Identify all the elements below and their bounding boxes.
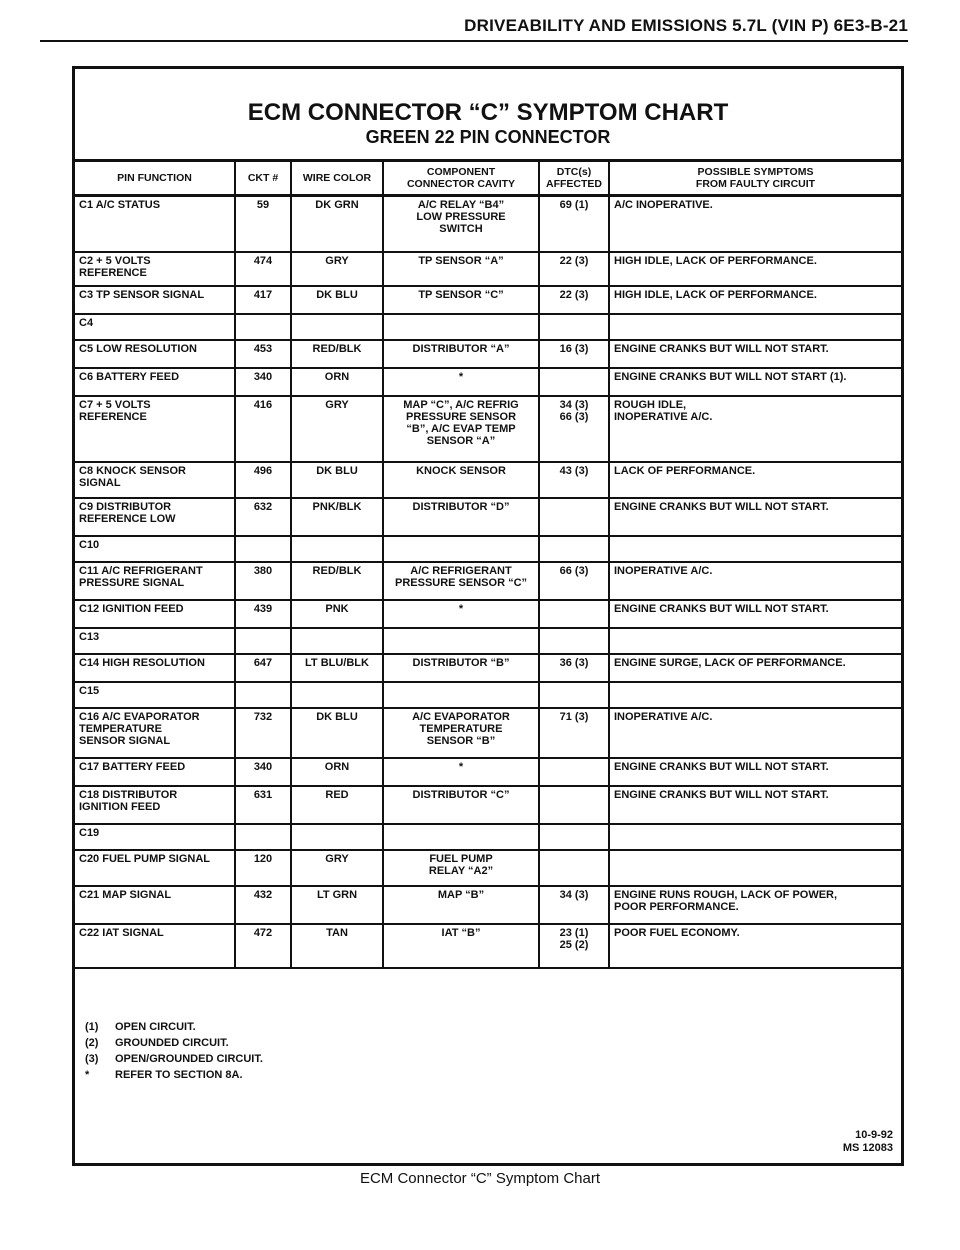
page-header: DRIVEABILITY AND EMISSIONS 5.7L (VIN P) 6E3-B-21 — [464, 16, 908, 35]
cell-dtc: 34 (3) — [539, 886, 609, 924]
cell-pin-function: C22 IAT SIGNAL — [75, 924, 235, 968]
table-row — [75, 368, 901, 396]
cell-component: A/C RELAY “B4” LOW PRESSURE SWITCH — [383, 196, 539, 252]
cell-wire-color: ORN — [291, 758, 383, 786]
table-row — [75, 498, 901, 536]
col-header-symptoms: POSSIBLE SYMPTOMS FROM FAULTY CIRCUIT — [609, 161, 901, 196]
cell-component — [383, 682, 539, 708]
table-header-row — [75, 161, 901, 196]
cell-pin-function: C4 — [75, 314, 235, 340]
table-row — [75, 600, 901, 628]
cell-pin-function: C18 DISTRIBUTOR IGNITION FEED — [75, 786, 235, 824]
chart-subtitle: GREEN 22 PIN CONNECTOR — [365, 127, 611, 147]
cell-pin-function: C5 LOW RESOLUTION — [75, 340, 235, 368]
cell-symptoms: ENGINE CRANKS BUT WILL NOT START (1). — [609, 368, 901, 396]
table-row — [75, 252, 901, 286]
table-row — [75, 628, 901, 654]
cell-component: MAP “B” — [383, 886, 539, 924]
cell-dtc: 16 (3) — [539, 340, 609, 368]
cell-pin-function: C20 FUEL PUMP SIGNAL — [75, 850, 235, 886]
cell-wire-color: RED — [291, 786, 383, 824]
cell-symptoms: INOPERATIVE A/C. — [609, 708, 901, 758]
cell-ckt: 474 — [235, 252, 291, 286]
cell-ckt — [235, 314, 291, 340]
cell-pin-function: C6 BATTERY FEED — [75, 368, 235, 396]
cell-component — [383, 628, 539, 654]
cell-wire-color: LT BLU/BLK — [291, 654, 383, 682]
cell-component: DISTRIBUTOR “B” — [383, 654, 539, 682]
cell-dtc: 36 (3) — [539, 654, 609, 682]
cell-pin-function: C17 BATTERY FEED — [75, 758, 235, 786]
cell-ckt: 631 — [235, 786, 291, 824]
cell-symptoms — [609, 628, 901, 654]
table-row — [75, 340, 901, 368]
cell-pin-function: C3 TP SENSOR SIGNAL — [75, 286, 235, 314]
cell-component: * — [383, 758, 539, 786]
cell-ckt — [235, 536, 291, 562]
figure-caption: ECM Connector “C” Symptom Chart — [359, 1170, 601, 1187]
cell-symptoms: INOPERATIVE A/C. — [609, 562, 901, 600]
table-row — [75, 654, 901, 682]
cell-wire-color: GRY — [291, 252, 383, 286]
cell-ckt: 496 — [235, 462, 291, 498]
cell-ckt — [235, 824, 291, 850]
cell-symptoms: ENGINE CRANKS BUT WILL NOT START. — [609, 786, 901, 824]
cell-component: IAT “B” — [383, 924, 539, 968]
col-header-dtc: DTC(s) AFFECTED — [539, 161, 609, 196]
col-header-ckt: CKT # — [235, 161, 291, 196]
cell-ckt: 632 — [235, 498, 291, 536]
cell-component — [383, 824, 539, 850]
cell-pin-function: C19 — [75, 824, 235, 850]
cell-component: A/C EVAPORATOR TEMPERATURE SENSOR “B” — [383, 708, 539, 758]
cell-dtc — [539, 758, 609, 786]
cell-dtc: 22 (3) — [539, 252, 609, 286]
cell-dtc — [539, 498, 609, 536]
cell-symptoms — [609, 536, 901, 562]
cell-ckt — [235, 628, 291, 654]
table-row — [75, 396, 901, 462]
cell-wire-color: ORN — [291, 368, 383, 396]
cell-component: DISTRIBUTOR “C” — [383, 786, 539, 824]
document-code: MS 12083 — [842, 1142, 893, 1154]
footnote — [85, 1037, 263, 1053]
cell-wire-color — [291, 628, 383, 654]
cell-dtc: 43 (3) — [539, 462, 609, 498]
cell-ckt: 59 — [235, 196, 291, 252]
cell-pin-function: C8 KNOCK SENSOR SIGNAL — [75, 462, 235, 498]
cell-dtc: 71 (3) — [539, 708, 609, 758]
cell-wire-color: RED/BLK — [291, 562, 383, 600]
cell-dtc — [539, 850, 609, 886]
cell-pin-function: C2 + 5 VOLTS REFERENCE — [75, 252, 235, 286]
cell-symptoms: ROUGH IDLE, INOPERATIVE A/C. — [609, 396, 901, 462]
cell-wire-color — [291, 682, 383, 708]
cell-component: * — [383, 600, 539, 628]
cell-component: FUEL PUMP RELAY “A2” — [383, 850, 539, 886]
cell-pin-function: C13 — [75, 628, 235, 654]
cell-dtc: 23 (1) 25 (2) — [539, 924, 609, 968]
table-row — [75, 886, 901, 924]
cell-ckt: 453 — [235, 340, 291, 368]
footnote-text: OPEN/GROUNDED CIRCUIT. — [115, 1053, 263, 1065]
cell-symptoms: ENGINE CRANKS BUT WILL NOT START. — [609, 498, 901, 536]
footnote-mark: (3) — [85, 1053, 99, 1065]
table-row — [75, 196, 901, 252]
cell-component — [383, 314, 539, 340]
cell-dtc — [539, 682, 609, 708]
cell-symptoms: HIGH IDLE, LACK OF PERFORMANCE. — [609, 286, 901, 314]
col-header-pin-function: PIN FUNCTION — [75, 161, 235, 196]
cell-component — [383, 536, 539, 562]
chart-frame — [72, 66, 904, 1166]
footnote-text: GROUNDED CIRCUIT. — [115, 1037, 229, 1049]
cell-dtc: 69 (1) — [539, 196, 609, 252]
cell-dtc — [539, 314, 609, 340]
document-id — [843, 1129, 893, 1155]
cell-wire-color: DK BLU — [291, 286, 383, 314]
cell-dtc — [539, 628, 609, 654]
col-header-component: COMPONENT CONNECTOR CAVITY — [383, 161, 539, 196]
cell-wire-color: GRY — [291, 396, 383, 462]
cell-component: DISTRIBUTOR “D” — [383, 498, 539, 536]
footnote — [85, 1053, 263, 1069]
cell-pin-function: C16 A/C EVAPORATOR TEMPERATURE SENSOR SIGNAL — [75, 708, 235, 758]
cell-dtc — [539, 824, 609, 850]
cell-wire-color: TAN — [291, 924, 383, 968]
cell-ckt: 647 — [235, 654, 291, 682]
cell-dtc: 34 (3) 66 (3) — [539, 396, 609, 462]
cell-symptoms: ENGINE CRANKS BUT WILL NOT START. — [609, 340, 901, 368]
cell-ckt: 432 — [235, 886, 291, 924]
footnote-mark: (1) — [85, 1021, 99, 1033]
cell-ckt: 439 — [235, 600, 291, 628]
cell-ckt: 340 — [235, 368, 291, 396]
cell-component: TP SENSOR “C” — [383, 286, 539, 314]
cell-ckt: 732 — [235, 708, 291, 758]
cell-pin-function: C21 MAP SIGNAL — [75, 886, 235, 924]
col-header-wire-color: WIRE COLOR — [291, 161, 383, 196]
cell-dtc: 22 (3) — [539, 286, 609, 314]
cell-symptoms: A/C INOPERATIVE. — [609, 196, 901, 252]
cell-component: KNOCK SENSOR — [383, 462, 539, 498]
cell-component: MAP “C”, A/C REFRIG PRESSURE SENSOR “B”, A/C EVAP TEMP SENSOR “A” — [383, 396, 539, 462]
cell-symptoms — [609, 314, 901, 340]
table-row — [75, 536, 901, 562]
cell-ckt — [235, 682, 291, 708]
footnotes — [85, 1021, 263, 1085]
cell-symptoms: ENGINE SURGE, LACK OF PERFORMANCE. — [609, 654, 901, 682]
cell-symptoms: HIGH IDLE, LACK OF PERFORMANCE. — [609, 252, 901, 286]
cell-pin-function: C14 HIGH RESOLUTION — [75, 654, 235, 682]
cell-ckt: 120 — [235, 850, 291, 886]
cell-dtc — [539, 536, 609, 562]
cell-symptoms: ENGINE CRANKS BUT WILL NOT START. — [609, 758, 901, 786]
table-row — [75, 708, 901, 758]
cell-wire-color: DK BLU — [291, 462, 383, 498]
footnote-mark: * — [85, 1069, 90, 1081]
cell-component: A/C REFRIGERANT PRESSURE SENSOR “C” — [383, 562, 539, 600]
cell-pin-function: C10 — [75, 536, 235, 562]
table-row — [75, 824, 901, 850]
footnote-text: OPEN CIRCUIT. — [115, 1021, 196, 1033]
chart-title: ECM CONNECTOR “C” SYMPTOM CHART — [247, 99, 729, 126]
cell-pin-function: C7 + 5 VOLTS REFERENCE — [75, 396, 235, 462]
cell-symptoms — [609, 824, 901, 850]
table-row — [75, 562, 901, 600]
cell-pin-function: C9 DISTRIBUTOR REFERENCE LOW — [75, 498, 235, 536]
cell-ckt: 417 — [235, 286, 291, 314]
cell-symptoms: ENGINE CRANKS BUT WILL NOT START. — [609, 600, 901, 628]
cell-pin-function: C15 — [75, 682, 235, 708]
cell-dtc: 66 (3) — [539, 562, 609, 600]
cell-ckt: 380 — [235, 562, 291, 600]
document-date: 10-9-92 — [855, 1129, 893, 1141]
cell-wire-color: GRY — [291, 850, 383, 886]
cell-wire-color — [291, 536, 383, 562]
cell-symptoms — [609, 850, 901, 886]
cell-ckt: 472 — [235, 924, 291, 968]
cell-wire-color: DK GRN — [291, 196, 383, 252]
cell-pin-function: C11 A/C REFRIGERANT PRESSURE SIGNAL — [75, 562, 235, 600]
cell-wire-color: RED/BLK — [291, 340, 383, 368]
cell-symptoms: ENGINE RUNS ROUGH, LACK OF POWER, POOR PERFORMANCE. — [609, 886, 901, 924]
cell-pin-function: C1 A/C STATUS — [75, 196, 235, 252]
cell-symptoms: LACK OF PERFORMANCE. — [609, 462, 901, 498]
symptom-table — [75, 159, 901, 969]
cell-wire-color: LT GRN — [291, 886, 383, 924]
cell-wire-color — [291, 314, 383, 340]
cell-dtc — [539, 368, 609, 396]
cell-dtc — [539, 600, 609, 628]
cell-ckt: 340 — [235, 758, 291, 786]
header-rule — [40, 40, 908, 42]
cell-pin-function: C12 IGNITION FEED — [75, 600, 235, 628]
cell-component: TP SENSOR “A” — [383, 252, 539, 286]
table-row — [75, 462, 901, 498]
footnote — [85, 1069, 263, 1085]
table-row — [75, 924, 901, 968]
table-row — [75, 286, 901, 314]
cell-wire-color: PNK/BLK — [291, 498, 383, 536]
cell-wire-color: PNK — [291, 600, 383, 628]
cell-symptoms: POOR FUEL ECONOMY. — [609, 924, 901, 968]
footnote-text: REFER TO SECTION 8A. — [115, 1069, 243, 1081]
cell-wire-color: DK BLU — [291, 708, 383, 758]
cell-ckt: 416 — [235, 396, 291, 462]
table-row — [75, 682, 901, 708]
table-row — [75, 850, 901, 886]
table-row — [75, 786, 901, 824]
cell-component: * — [383, 368, 539, 396]
footnote — [85, 1021, 263, 1037]
cell-wire-color — [291, 824, 383, 850]
table-row — [75, 314, 901, 340]
cell-symptoms — [609, 682, 901, 708]
cell-dtc — [539, 786, 609, 824]
cell-component: DISTRIBUTOR “A” — [383, 340, 539, 368]
table-row — [75, 758, 901, 786]
footnote-mark: (2) — [85, 1037, 99, 1049]
